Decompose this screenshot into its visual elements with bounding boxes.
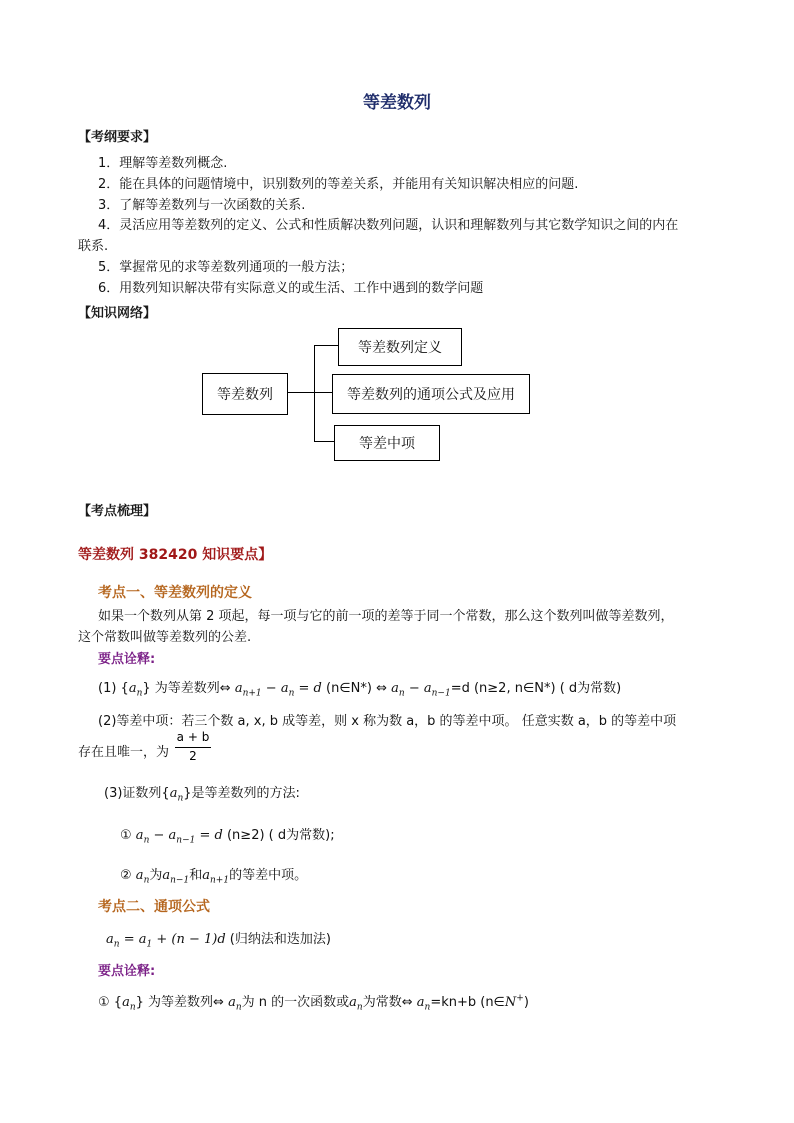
item4-d: 为常数⇔: [362, 995, 413, 1010]
general-term-formula: [106, 928, 331, 950]
point1-title: 考点一、等差数列的定义: [98, 585, 252, 601]
section-review: 【考点梳理】: [78, 504, 157, 519]
requirement-1: 1．理解等差数列概念.: [98, 156, 228, 171]
item1-prefix: (1) {: [98, 681, 129, 696]
circled-one: ①: [120, 828, 132, 843]
diagram-child-mean-label: 等差中项: [359, 436, 415, 452]
item2-line2: 存在且唯一，为: [78, 745, 170, 760]
point1-text-1: 如果一个数列从第 2 项起，每一项与它的前一项的差等于同一个常数，那么这个数列叫做等差数列，: [98, 609, 674, 624]
item3-text: (3)证数列{: [104, 786, 170, 801]
item1-cond2: =d (n≥2, n∈N*) ( d为常数): [450, 681, 622, 696]
requirement-4: 4．灵活应用等差数列的定义、公式和性质解决数列问题，认识和理解数列与其它数学知识之间的内在: [98, 218, 679, 233]
item4-line: [98, 991, 529, 1013]
fraction-bar: [175, 747, 211, 748]
diagram-bracket: [314, 345, 315, 441]
section-network: 【知识网络】: [78, 306, 157, 321]
item1-cond1: (n∈N*) ⇔: [326, 681, 387, 696]
item1-mid: } 为等差数列⇔: [142, 681, 231, 696]
diagram-child-formula: [332, 374, 530, 414]
item3-line: [104, 782, 300, 804]
method-1: [120, 824, 335, 846]
diagram-connector: [288, 392, 314, 393]
formula-an: $a_n$: [128, 681, 143, 699]
method-2-mid: 为: [149, 868, 163, 883]
formula-an-6: $a_n$: [416, 995, 431, 1013]
diagram-branch-2: [314, 392, 332, 393]
fraction-numerator: a + b: [176, 730, 210, 744]
requirement-3: 3．了解等差数列与一次函数的关系.: [98, 198, 306, 213]
formula-note: (归纳法和迭加法): [229, 932, 331, 947]
formula-an-5: $a_n$: [349, 995, 363, 1013]
requirement-6: 6．用数列知识解决带有实际意义的或生活、工作中遇到的数学问题: [98, 281, 484, 296]
notes-label-1: 要点诠释:: [98, 652, 156, 667]
formula-an-2: $a_n$: [169, 786, 184, 804]
method-2-and: 和: [189, 868, 203, 883]
formula-method1: $a_n - a_{n-1} = d$: [135, 828, 223, 846]
point1-text-2: 这个常数叫做等差数列的公差.: [78, 630, 252, 645]
diagram-root-box: [202, 373, 288, 415]
diagram-child-mean: [334, 425, 440, 461]
point2-title: 考点二、通项公式: [98, 899, 210, 915]
requirement-2: 2．能在具体的问题情境中，识别数列的等差关系，并能用有关知识解决相应的问题.: [98, 177, 579, 192]
formula-general-term: $a_n = a_1 + (n - 1)d$: [106, 932, 226, 950]
item4-b: } 为等差数列⇔: [135, 995, 224, 1010]
formula-an-3: $a_n$: [122, 995, 136, 1013]
diagram-child-formula-label: 等差数列的通项公式及应用: [347, 387, 515, 403]
item1-line: [98, 677, 621, 699]
fraction-denominator: 2: [189, 749, 197, 763]
knowledge-heading: 等差数列 382420 知识要点】: [78, 547, 273, 563]
formula-nplus: N+: [504, 993, 524, 1010]
page-title: 等差数列: [363, 93, 431, 113]
item2-line1: (2)等差中项：若三个数 a, x, b 成等差，则 x 称为数 a，b 的等差中项。 任意实数 a，b 的等差中项: [98, 714, 677, 729]
formula-method2-next: $a_{n+1}$: [202, 868, 230, 886]
diagram-child-definition: [338, 328, 462, 366]
item4-a: ① {: [98, 995, 123, 1010]
formula-diff-next: $a_{n+1} - a_n = d$: [234, 681, 322, 699]
diagram-child-definition-label: 等差数列定义: [358, 340, 442, 356]
requirement-5: 5．掌握常见的求等差数列通项的一般方法；: [98, 260, 354, 275]
formula-method2-prev: $a_{n-1}$: [162, 868, 190, 886]
notes-label-2: 要点诠释:: [98, 964, 156, 979]
diagram-branch-3: [314, 441, 334, 442]
formula-method2-an: $a_n$: [135, 868, 150, 886]
method-2: [120, 864, 307, 886]
item4-e: =kn+b (n∈: [430, 995, 505, 1010]
method-2-end: 的等差中项。: [229, 868, 308, 883]
diagram-branch-1: [314, 345, 338, 346]
requirement-4-cont: 联系.: [78, 239, 109, 254]
item4-f: ): [523, 995, 529, 1010]
item3-text-end: }是等差数列的方法:: [183, 786, 300, 801]
section-requirements: 【考纲要求】: [78, 130, 157, 145]
item4-c: 为 n 的一次函数或: [241, 995, 350, 1010]
formula-an-4: $a_n$: [228, 995, 242, 1013]
diagram-root-label: 等差数列: [217, 387, 273, 403]
method-1-suffix: (n≥2) ( d为常数);: [226, 828, 335, 843]
circled-two: ②: [120, 868, 132, 883]
formula-diff-prev: $a_n - a_{n-1}$: [391, 681, 451, 699]
